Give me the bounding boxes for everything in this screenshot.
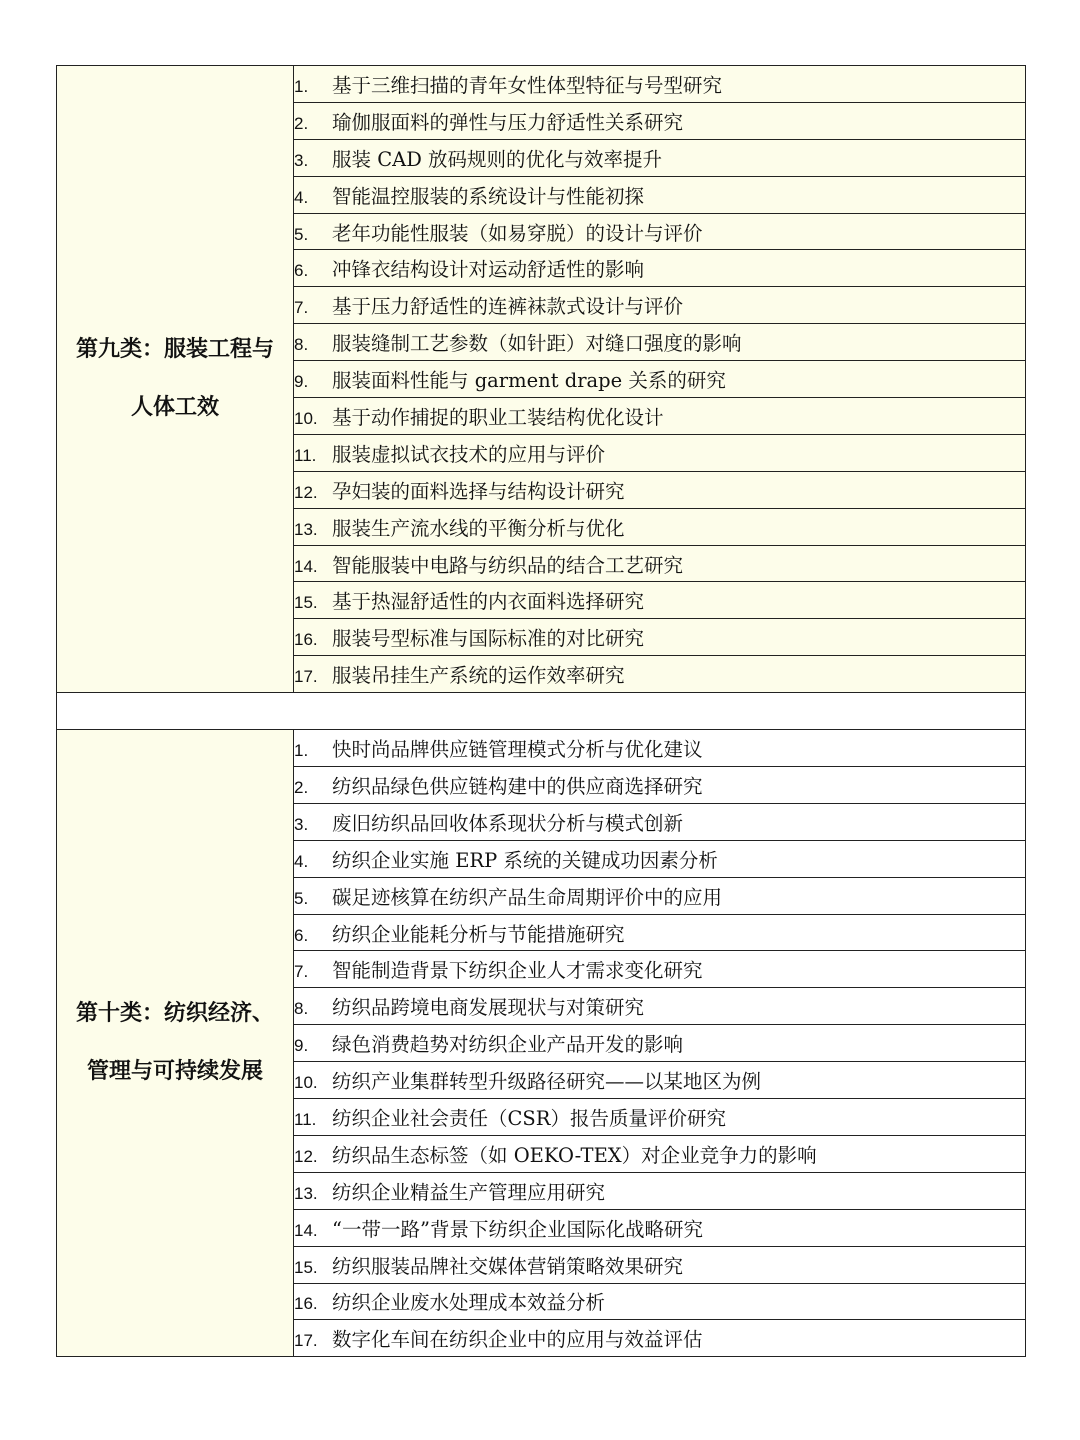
topic-title: 数字化车间在纺织企业中的应用与效益评估 bbox=[332, 1328, 703, 1352]
topic-number: 13. bbox=[294, 1183, 318, 1203]
topic-cell bbox=[294, 324, 1026, 361]
topic-cell bbox=[294, 1172, 1026, 1209]
topic-number: 12. bbox=[294, 1146, 318, 1166]
topic-title: 服装号型标准与国际标准的对比研究 bbox=[332, 627, 645, 651]
topic-number: 8. bbox=[294, 999, 309, 1019]
topic-cell bbox=[294, 803, 1026, 840]
topic-cell bbox=[294, 619, 1026, 656]
topic-title: 服装虚拟试衣技术的应用与评价 bbox=[332, 442, 606, 466]
topic-number: 2. bbox=[294, 777, 309, 797]
category-title-line: 第九类：服装工程与 bbox=[75, 337, 274, 363]
category-title-line: 人体工效 bbox=[130, 395, 219, 421]
topic-title: 老年功能性服装（如易穿脱）的设计与评价 bbox=[332, 221, 703, 245]
topic-cell bbox=[294, 656, 1026, 693]
topic-number: 15. bbox=[294, 1257, 318, 1277]
category-cell bbox=[57, 730, 294, 1357]
topic-title: 瑜伽服面料的弹性与压力舒适性关系研究 bbox=[332, 110, 684, 134]
topic-title: 服装缝制工艺参数（如针距）对缝口强度的影响 bbox=[332, 332, 742, 356]
topic-number: 6. bbox=[294, 261, 309, 281]
topic-number: 11. bbox=[294, 1109, 317, 1129]
topic-title: 服装 CAD 放码规则的优化与效率提升 bbox=[332, 147, 663, 171]
topic-title: 服装生产流水线的平衡分析与优化 bbox=[332, 516, 625, 540]
topic-cell bbox=[294, 1320, 1026, 1357]
topic-title: 基于动作捕捉的职业工装结构优化设计 bbox=[332, 405, 664, 429]
topic-row bbox=[57, 730, 1026, 767]
topic-title: 智能温控服装的系统设计与性能初探 bbox=[332, 184, 645, 208]
topic-title: 智能服装中电路与纺织品的结合工艺研究 bbox=[332, 553, 684, 577]
topic-number: 9. bbox=[294, 372, 309, 392]
topic-title: 废旧纺织品回收体系现状分析与模式创新 bbox=[332, 811, 684, 835]
topic-number: 3. bbox=[294, 150, 309, 170]
topic-number: 15. bbox=[294, 593, 318, 613]
topics-table-body bbox=[57, 66, 1026, 1357]
topic-title: 快时尚品牌供应链管理模式分析与优化建议 bbox=[332, 738, 703, 762]
topic-number: 14. bbox=[294, 1220, 318, 1240]
topic-number: 3. bbox=[294, 814, 309, 834]
topic-cell bbox=[294, 176, 1026, 213]
topic-cell bbox=[294, 361, 1026, 398]
topic-cell bbox=[294, 1246, 1026, 1283]
topic-number: 17. bbox=[294, 667, 318, 687]
topic-number: 7. bbox=[294, 962, 309, 982]
topic-cell bbox=[294, 471, 1026, 508]
topic-cell bbox=[294, 1135, 1026, 1172]
topic-cell bbox=[294, 545, 1026, 582]
topic-title: 基于三维扫描的青年女性体型特征与号型研究 bbox=[332, 73, 723, 97]
category-title-line: 管理与可持续发展 bbox=[86, 1059, 263, 1085]
topics-sheet bbox=[56, 65, 1025, 1357]
topic-number: 4. bbox=[294, 851, 309, 871]
topic-number: 2. bbox=[294, 113, 309, 133]
topic-title: “一带一路”背景下纺织企业国际化战略研究 bbox=[332, 1217, 703, 1241]
topic-cell bbox=[294, 840, 1026, 877]
topic-title: 服装面料性能与 garment drape 关系的研究 bbox=[332, 369, 726, 393]
section-spacer-row bbox=[57, 693, 1026, 730]
topic-number: 11. bbox=[294, 445, 317, 465]
topic-number: 5. bbox=[294, 224, 309, 244]
spacer-cell bbox=[57, 693, 1026, 730]
topic-title: 纺织企业社会责任（CSR）报告质量评价研究 bbox=[332, 1106, 726, 1130]
topic-cell bbox=[294, 877, 1026, 914]
topic-number: 6. bbox=[294, 925, 309, 945]
topic-number: 16. bbox=[294, 1294, 318, 1314]
topic-number: 8. bbox=[294, 335, 309, 355]
topic-number: 14. bbox=[294, 556, 318, 576]
topic-title: 纺织品绿色供应链构建中的供应商选择研究 bbox=[332, 774, 703, 798]
topic-cell bbox=[294, 1283, 1026, 1320]
category-cell bbox=[57, 66, 294, 693]
topic-title: 孕妇装的面料选择与结构设计研究 bbox=[332, 479, 625, 503]
topic-number: 1. bbox=[294, 76, 309, 96]
topic-cell bbox=[294, 139, 1026, 176]
topic-cell bbox=[294, 434, 1026, 471]
topic-title: 服装吊挂生产系统的运作效率研究 bbox=[332, 664, 625, 688]
topic-cell bbox=[294, 213, 1026, 250]
topic-number: 13. bbox=[294, 519, 318, 539]
topic-number: 9. bbox=[294, 1036, 309, 1056]
topic-title: 纺织服装品牌社交媒体营销策略效果研究 bbox=[332, 1254, 684, 1278]
topic-cell bbox=[294, 1209, 1026, 1246]
topic-title: 碳足迹核算在纺织产品生命周期评价中的应用 bbox=[332, 885, 723, 909]
topic-title: 纺织品跨境电商发展现状与对策研究 bbox=[332, 996, 645, 1020]
topic-number: 1. bbox=[294, 741, 309, 761]
topic-cell bbox=[294, 1099, 1026, 1136]
topic-cell bbox=[294, 1025, 1026, 1062]
topics-table bbox=[56, 65, 1026, 1357]
topic-number: 5. bbox=[294, 888, 309, 908]
topic-title: 冲锋衣结构设计对运动舒适性的影响 bbox=[332, 258, 645, 282]
topic-cell bbox=[294, 66, 1026, 103]
topic-number: 17. bbox=[294, 1331, 318, 1351]
topic-cell bbox=[294, 287, 1026, 324]
topic-number: 4. bbox=[294, 187, 309, 207]
topic-cell bbox=[294, 730, 1026, 767]
category-title-line: 第十类：纺织经济、 bbox=[75, 1001, 274, 1027]
topic-cell bbox=[294, 250, 1026, 287]
topic-number: 12. bbox=[294, 482, 318, 502]
topic-title: 纺织企业废水处理成本效益分析 bbox=[332, 1291, 606, 1315]
topic-cell bbox=[294, 914, 1026, 951]
topic-title: 纺织企业能耗分析与节能措施研究 bbox=[332, 922, 625, 946]
topic-cell bbox=[294, 582, 1026, 619]
topic-cell bbox=[294, 767, 1026, 804]
topic-title: 基于压力舒适性的连裤袜款式设计与评价 bbox=[332, 295, 684, 319]
topic-row bbox=[57, 66, 1026, 103]
topic-number: 10. bbox=[294, 1073, 318, 1093]
topic-cell bbox=[294, 951, 1026, 988]
topic-title: 纺织企业实施 ERP 系统的关键成功因素分析 bbox=[332, 848, 718, 872]
topic-title: 纺织企业精益生产管理应用研究 bbox=[332, 1180, 606, 1204]
topic-cell bbox=[294, 1062, 1026, 1099]
topic-title: 纺织品生态标签（如 OEKO-TEX）对企业竞争力的影响 bbox=[332, 1143, 817, 1167]
topic-number: 10. bbox=[294, 408, 318, 428]
topic-number: 16. bbox=[294, 630, 318, 650]
topic-number: 7. bbox=[294, 298, 309, 318]
topic-cell bbox=[294, 988, 1026, 1025]
topic-cell bbox=[294, 508, 1026, 545]
topic-cell bbox=[294, 398, 1026, 435]
topic-title: 智能制造背景下纺织企业人才需求变化研究 bbox=[332, 959, 703, 983]
topic-title: 绿色消费趋势对纺织企业产品开发的影响 bbox=[332, 1033, 684, 1057]
topic-cell bbox=[294, 102, 1026, 139]
topic-title: 纺织产业集群转型升级路径研究——以某地区为例 bbox=[332, 1070, 762, 1094]
topic-title: 基于热湿舒适性的内衣面料选择研究 bbox=[332, 590, 645, 614]
